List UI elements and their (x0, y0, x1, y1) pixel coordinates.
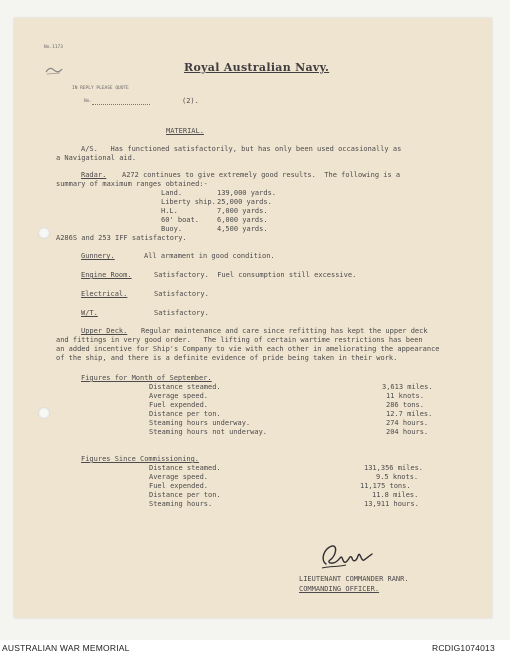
as-paragraph-line-2: a Navigational aid. (56, 154, 137, 162)
gunnery-text: All armament in good condition. (144, 252, 275, 260)
figures-month-value: 286 tons. (386, 401, 424, 409)
reference-no-line (92, 104, 150, 105)
radar-range-item: H.L. (161, 207, 178, 215)
form-number: No.1173 (44, 45, 63, 50)
engine-room-text: Satisfactory. Fuel consumption still excessive. (154, 271, 357, 279)
figures-commissioning-label: Fuel expended. (149, 482, 209, 490)
figures-commissioning-value: 9.5 knots. (376, 473, 419, 481)
upper-deck-line: of the ship, and there is a definite evidence of pride being taken in their work. (56, 354, 398, 362)
figures-commissioning-label: Distance steamed. (149, 464, 221, 472)
figures-month-label: Distance steamed. (149, 383, 221, 391)
radar-range-value: 25,000 yards. (217, 198, 272, 206)
signatory-rank: LIEUTENANT COMMANDER RANR. (299, 575, 409, 583)
radar-range-value: 7,000 yards. (217, 207, 268, 215)
gunnery-label: Gunnery. (81, 252, 115, 260)
upper-deck-label: Upper Deck. (81, 327, 128, 335)
archive-id: RCDIG1074013 (432, 643, 495, 653)
wt-label: W/T. (81, 309, 98, 317)
upper-deck-line: and fittings in very good order. The lifting of certain wartime restrictions has been (56, 336, 423, 344)
upper-deck-line: an added incentive for Ship's Company to vie with each other in ameliorating the appearance (56, 345, 440, 353)
punch-hole-top (38, 227, 50, 239)
upper-deck-line: Regular maintenance and care since refitting has kept the upper deck (141, 327, 428, 335)
radar-range-item: Buoy. (161, 225, 183, 233)
figures-month-value: 12.7 miles. (386, 410, 433, 418)
letterhead-title: Royal Australian Navy. (184, 61, 330, 74)
figures-month-value: 11 knots. (386, 392, 424, 400)
radar-range-item: 60' boat. (161, 216, 199, 224)
archive-credit: AUSTRALIAN WAR MEMORIAL (2, 643, 130, 653)
page-number: (2). (182, 97, 199, 105)
figures-commissioning-label: Distance per ton. (149, 491, 221, 499)
figures-month-label: Average speed. (149, 392, 209, 400)
figures-commissioning-label: Average speed. (149, 473, 209, 481)
radar-range-item: Land. (161, 189, 183, 197)
radar-range-value: 6,000 yards. (217, 216, 268, 224)
punch-hole-bottom (38, 407, 50, 419)
radar-text-line-2: summary of maximum ranges obtained:- (56, 180, 208, 188)
figures-month-label: Distance per ton. (149, 410, 221, 418)
reply-quote-label: IN REPLY PLEASE QUOTE (72, 86, 129, 91)
radar-range-value: 139,000 yards. (217, 189, 277, 197)
figures-commissioning-value: 13,911 hours. (364, 500, 419, 508)
figures-month-label: Steaming hours not underway. (149, 428, 268, 436)
stamp-mark-icon (44, 64, 64, 76)
document-page (14, 18, 492, 618)
radar-range-value: 4,500 yards. (217, 225, 268, 233)
electrical-text: Satisfactory. (154, 290, 209, 298)
figures-month-heading: Figures for Month of September. (81, 374, 212, 382)
wt-text: Satisfactory. (154, 309, 209, 317)
figures-commissioning-heading: Figures Since Commissioning. (81, 455, 200, 463)
figures-commissioning-value: 131,356 miles. (364, 464, 424, 472)
reference-no-label: No. (84, 99, 93, 104)
radar-range-item: Liberty ship. (161, 198, 216, 206)
figures-commissioning-value: 11.8 miles. (372, 491, 419, 499)
as-paragraph-line-1: A/S. Has functioned satisfactorily, but has only been used occasionally as (81, 145, 402, 153)
figures-commissioning-label: Steaming hours. (149, 500, 213, 508)
figures-month-label: Fuel expended. (149, 401, 209, 409)
figures-month-label: Steaming hours underway. (149, 419, 251, 427)
figures-month-value: 274 hours. (386, 419, 429, 427)
figures-commissioning-value: 11,175 tons. (360, 482, 411, 490)
engine-room-label: Engine Room. (81, 271, 132, 279)
material-heading: MATERIAL. (166, 127, 204, 135)
figures-month-value: 204 hours. (386, 428, 429, 436)
electrical-label: Electrical. (81, 290, 128, 298)
signatory-role: COMMANDING OFFICER. (299, 585, 380, 593)
radar-closing: A286S and 253 IFF satisfactory. (56, 234, 187, 242)
figures-month-value: 3,613 miles. (382, 383, 433, 391)
signature-handwritten (316, 540, 376, 574)
radar-text-line-1: A272 continues to give extremely good results. The following is a (122, 171, 401, 179)
radar-label: Radar. (81, 171, 107, 179)
